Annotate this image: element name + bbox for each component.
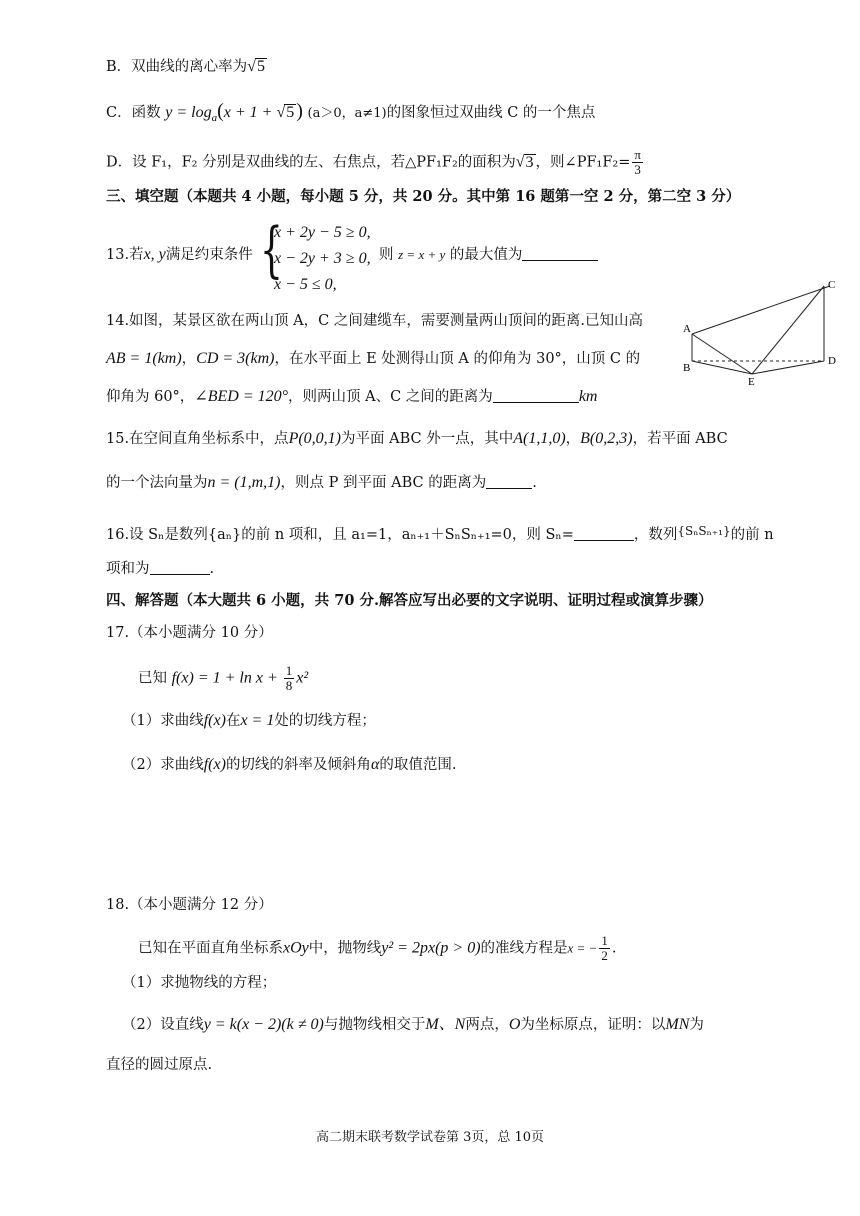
line-ac — [692, 286, 830, 334]
q18-part1: （1）求抛物线的方程； — [122, 975, 277, 991]
q16-blank-1 — [574, 525, 634, 541]
line-ed — [752, 361, 824, 374]
label-c: C — [828, 279, 836, 291]
q14-answer-blank — [493, 387, 579, 403]
option-b: B．双曲线的离心率为√5 — [106, 58, 265, 75]
q17-part2: （2）求曲线f(x)的切线的斜率及倾斜角α的取值范围. — [122, 756, 457, 773]
section-4-title: 四、解答题（本大题共 6 小题，共 70 分.解答应写出必要的文字说明、证明过程或演算步骤） — [106, 592, 713, 609]
label-d: D — [828, 355, 836, 367]
q13-answer-blank — [522, 245, 598, 261]
section-3-title: 三、填空题（本题共 4 小题，每小题 5 分，共 20 分。其中第 16 题第一空 2 分，第二空 3 分） — [106, 188, 741, 205]
q13-constraints: x + 2y − 5 ≥ 0, x − 2y + 3 ≥ 0, x − 5 ≤ 0, — [274, 224, 371, 293]
q16-blank-2 — [150, 559, 210, 575]
label-e: E — [748, 376, 755, 386]
option-d: D．设 F₁，F₂ 分别是双曲线的左、右焦点，若△PF₁F₂的面积为√3 ，则∠PF₁F₂= $\frac{\pi}{3}$ — [106, 147, 641, 177]
label-b: B — [683, 362, 691, 374]
q15-line1: 15.在空间直角坐标系中，点P(0,0,1)为平面 ABC 外一点，其中A(1,1,0)，B(0,2,3)，若平面 ABC — [106, 430, 728, 447]
q14-line3: 仰角为 60°，∠BED = 120°，则两山顶 A、C 之间的距离为 km — [106, 388, 598, 405]
label-a: A — [683, 323, 691, 335]
q18-given: 已知在平面直角坐标系xOy中，抛物线y² = 2px(p > 0)的准线方程是x = − $\frac{1}{2}$ . — [138, 933, 617, 963]
q18-part2: （2）设直线y = k(x − 2)(k ≠ 0)与抛物线相交于M、N两点，O为坐标原点，证明：以MN为 — [122, 1016, 704, 1033]
q15-line2: 的一个法向量为n = (1,m,1)，则点 P 到平面 ABC 的距离为 . — [106, 474, 537, 491]
q16-line1: 16.设 Sₙ是数列{aₙ}的前 n 项和，且 a₁=1，aₙ₊₁＋SₙSₙ₊₁=0，则 Sₙ= ，数列$^{\{S_nS_{n+1}\}}$的前 n — [106, 524, 774, 543]
cable-car-figure — [680, 276, 840, 386]
q14-line1: 14.如图，某景区欲在两山顶 A，C 之间建缆车，需要测量两山顶间的距离.已知山高 — [106, 313, 643, 329]
option-c: C．函数 $y = \log_a(x + 1 + √5$ ) (a＞0，a≠1)的图象恒过双曲线 C 的一个焦点 — [106, 100, 596, 124]
q17-header: 17.（本小题满分 10 分） — [106, 625, 273, 641]
q18-header: 18.（本小题满分 12 分） — [106, 897, 273, 913]
q18-line3: 直径的圆过原点. — [106, 1057, 213, 1073]
q17-part1: （1）求曲线f(x)在x = 1处的切线方程； — [122, 712, 376, 729]
q13-suffix: 则 z = x + y 的最大值为 — [379, 244, 598, 266]
q13-brace: { — [260, 215, 283, 285]
q15-answer-blank — [486, 473, 532, 489]
q13-prefix: 13.若x, y满足约束条件 — [106, 246, 253, 263]
page-footer: 高二期末联考数学试卷第 3页，总 10页 — [315, 1130, 545, 1145]
pi-over-3: $\frac{\pi}{3}$ — [634, 147, 641, 177]
q14-line2: AB = 1(km)，CD = 3(km)，在水平面上 E 处测得山顶 A 的仰角为 30°，山顶 C 的 — [106, 350, 641, 367]
q16-line2: 项和为 . — [106, 561, 215, 577]
q17-given: 已知 f(x) = 1 + ln x + $\frac{1}{8}$ x² — [138, 663, 309, 693]
